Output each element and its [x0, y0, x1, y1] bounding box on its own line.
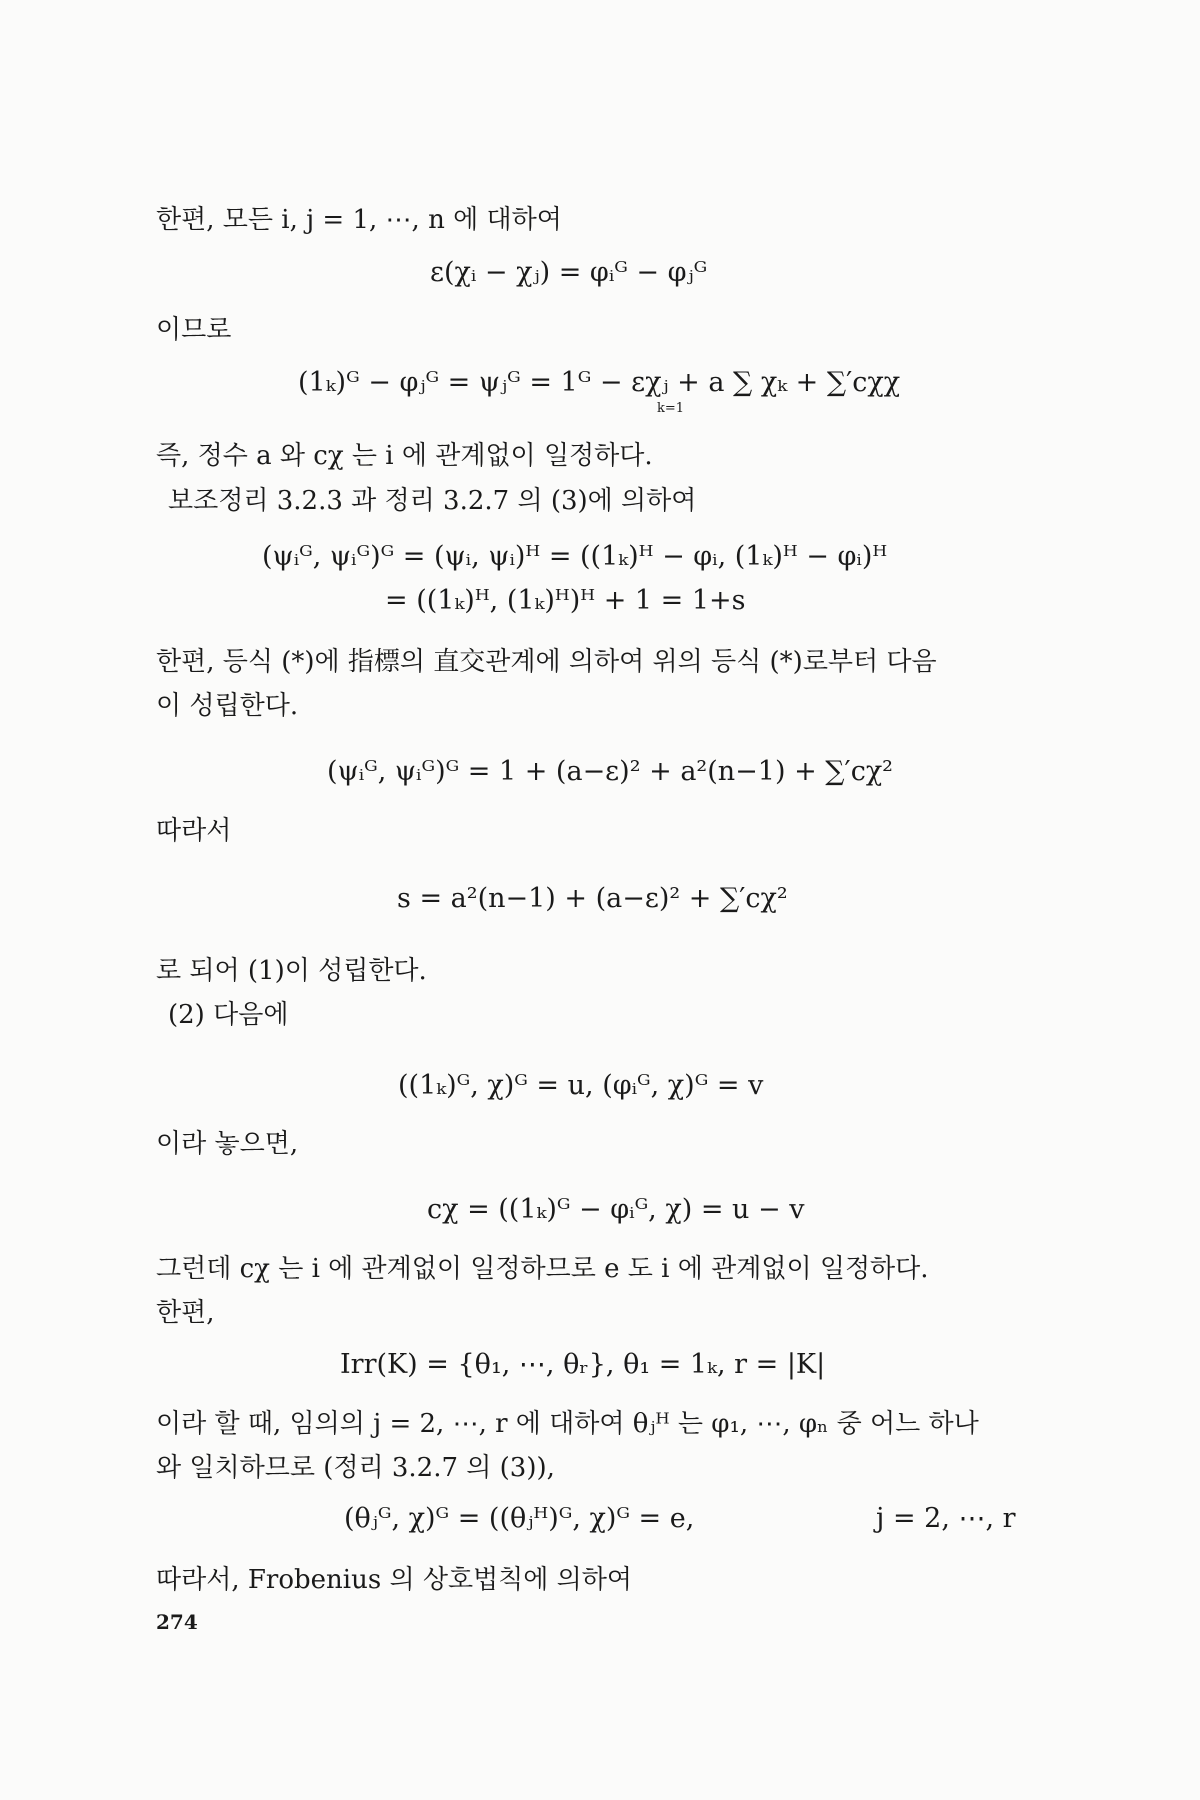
equation: ε(χᵢ − χⱼ) = φᵢᴳ − φⱼᴳ: [430, 257, 708, 288]
text-line: 이라 놓으면,: [156, 1129, 299, 1159]
text-line: 이므로: [156, 315, 232, 345]
text-line: 그런데 cχ 는 i 에 관계없이 일정하므로 e 도 i 에 관계없이 일정하다.: [156, 1254, 929, 1284]
page-number: 274: [156, 1610, 198, 1634]
equation: = ((1ₖ)ᴴ, (1ₖ)ᴴ)ᴴ + 1 = 1+s: [385, 585, 746, 616]
equation: cχ = ((1ₖ)ᴳ − φᵢᴳ, χ) = u − v: [427, 1194, 805, 1225]
equation: ((1ₖ)ᴳ, χ)ᴳ = u, (φᵢᴳ, χ)ᴳ = v: [398, 1070, 764, 1101]
text-line: 와 일치하므로 (정리 3.2.7 의 (3)),: [156, 1453, 555, 1483]
text-line: 이 성립한다.: [156, 691, 299, 721]
equation: (ψᵢᴳ, ψᵢᴳ)ᴳ = 1 + (a−ε)² + a²(n−1) + ∑′cχ²: [327, 756, 893, 787]
text-line: (2) 다음에: [168, 1000, 289, 1030]
text-line: 즉, 정수 a 와 cχ 는 i 에 관계없이 일정하다.: [156, 441, 653, 471]
text-line: 따라서, Frobenius 의 상호법칙에 의하여: [156, 1565, 633, 1595]
text-line: 한편, 모든 i, j = 1, ⋯, n 에 대하여: [156, 205, 562, 235]
text-line: 로 되어 (1)이 성립한다.: [156, 956, 427, 986]
summation-index: k=1: [657, 401, 685, 416]
text-line: 보조정리 3.2.3 과 정리 3.2.7 의 (3)에 의하여: [168, 486, 697, 516]
equation: s = a²(n−1) + (a−ε)² + ∑′cχ²: [397, 883, 788, 914]
text-line: 한편, 등식 (*)에 指標의 直交관계에 의하여 위의 등식 (*)로부터 다음: [156, 647, 937, 677]
text-line: 따라서: [156, 816, 232, 846]
equation: (1ₖ)ᴳ − φⱼᴳ = ψⱼᴳ = 1ᴳ − εχⱼ + a ∑ χₖ + ∑′cχχ: [298, 367, 901, 398]
equation: (θⱼᴳ, χ)ᴳ = ((θⱼᴴ)ᴳ, χ)ᴳ = e,: [344, 1503, 695, 1534]
text-line: 이라 할 때, 임의의 j = 2, ⋯, r 에 대하여 θⱼᴴ 는 φ₁, ⋯, φₙ 중 어느 하나: [156, 1409, 979, 1439]
equation: (ψᵢᴳ, ψᵢᴳ)ᴳ = (ψᵢ, ψᵢ)ᴴ = ((1ₖ)ᴴ − φᵢ, (1ₖ)ᴴ − φᵢ)ᴴ: [262, 541, 888, 572]
equation: Irr(K) = {θ₁, ⋯, θᵣ}, θ₁ = 1ₖ, r = |K|: [340, 1349, 826, 1380]
text-line: 한편,: [156, 1298, 215, 1328]
equation-condition: j = 2, ⋯, r: [876, 1503, 1016, 1534]
